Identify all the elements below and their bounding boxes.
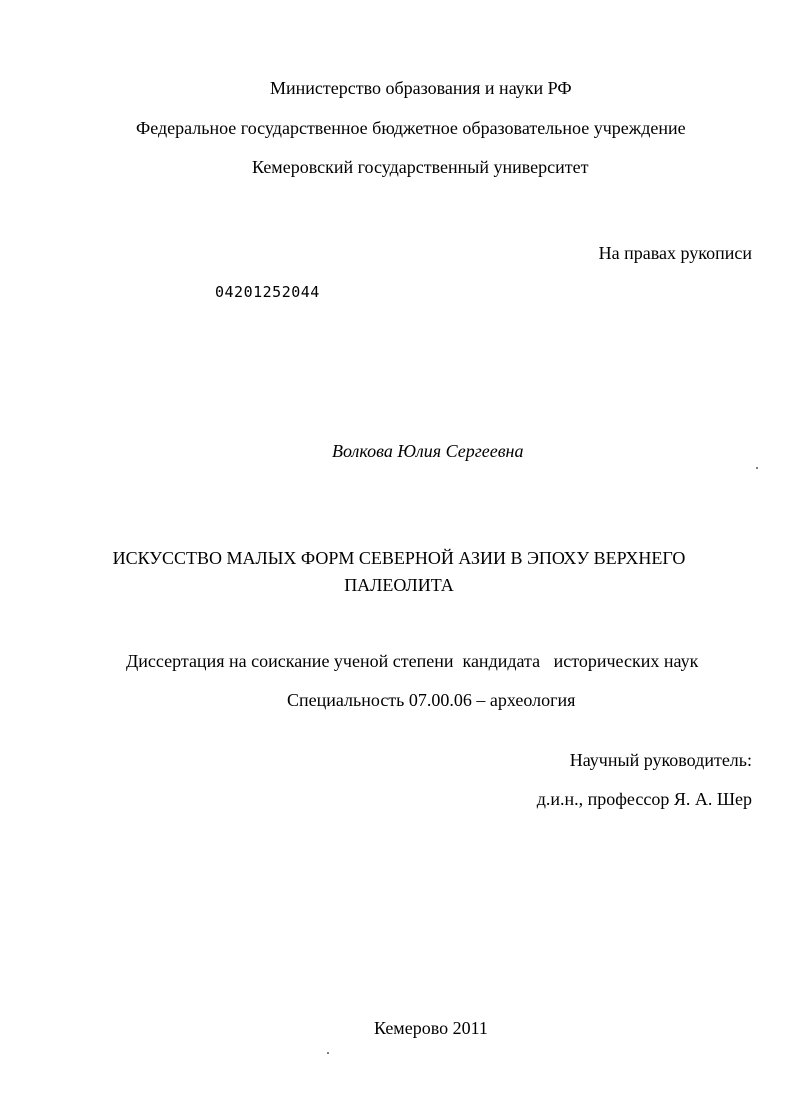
catalog-number: 04201252044 [215,283,320,301]
author-name: Волкова Юлия Сергеевна [332,441,524,461]
dissertation-title-line-2: ПАЛЕОЛИТА [344,575,454,595]
specialty-line: Специальность 07.00.06 – археология [287,690,576,710]
scan-speck [327,1052,329,1054]
university-heading: Кемеровский государственный университет [252,157,589,177]
scan-speck [756,467,758,469]
dissertation-title-line-1: ИСКУССТВО МАЛЫХ ФОРМ СЕВЕРНОЙ АЗИИ В ЭПОХУ ВЕРХНЕГО [112,548,686,568]
city-year: Кемерово 2011 [374,1018,488,1038]
manuscript-note: На правах рукописи [598,243,752,263]
supervisor-name: д.и.н., профессор Я. А. Шер [536,789,752,809]
supervisor-label: Научный руководитель: [569,750,752,770]
ministry-heading: Министерство образования и науки РФ [270,78,572,98]
institution-type-heading: Федеральное государственное бюджетное образовательное учреждение [136,118,686,138]
degree-statement: Диссертация на соискание ученой степени кандидата исторических наук [126,651,699,671]
